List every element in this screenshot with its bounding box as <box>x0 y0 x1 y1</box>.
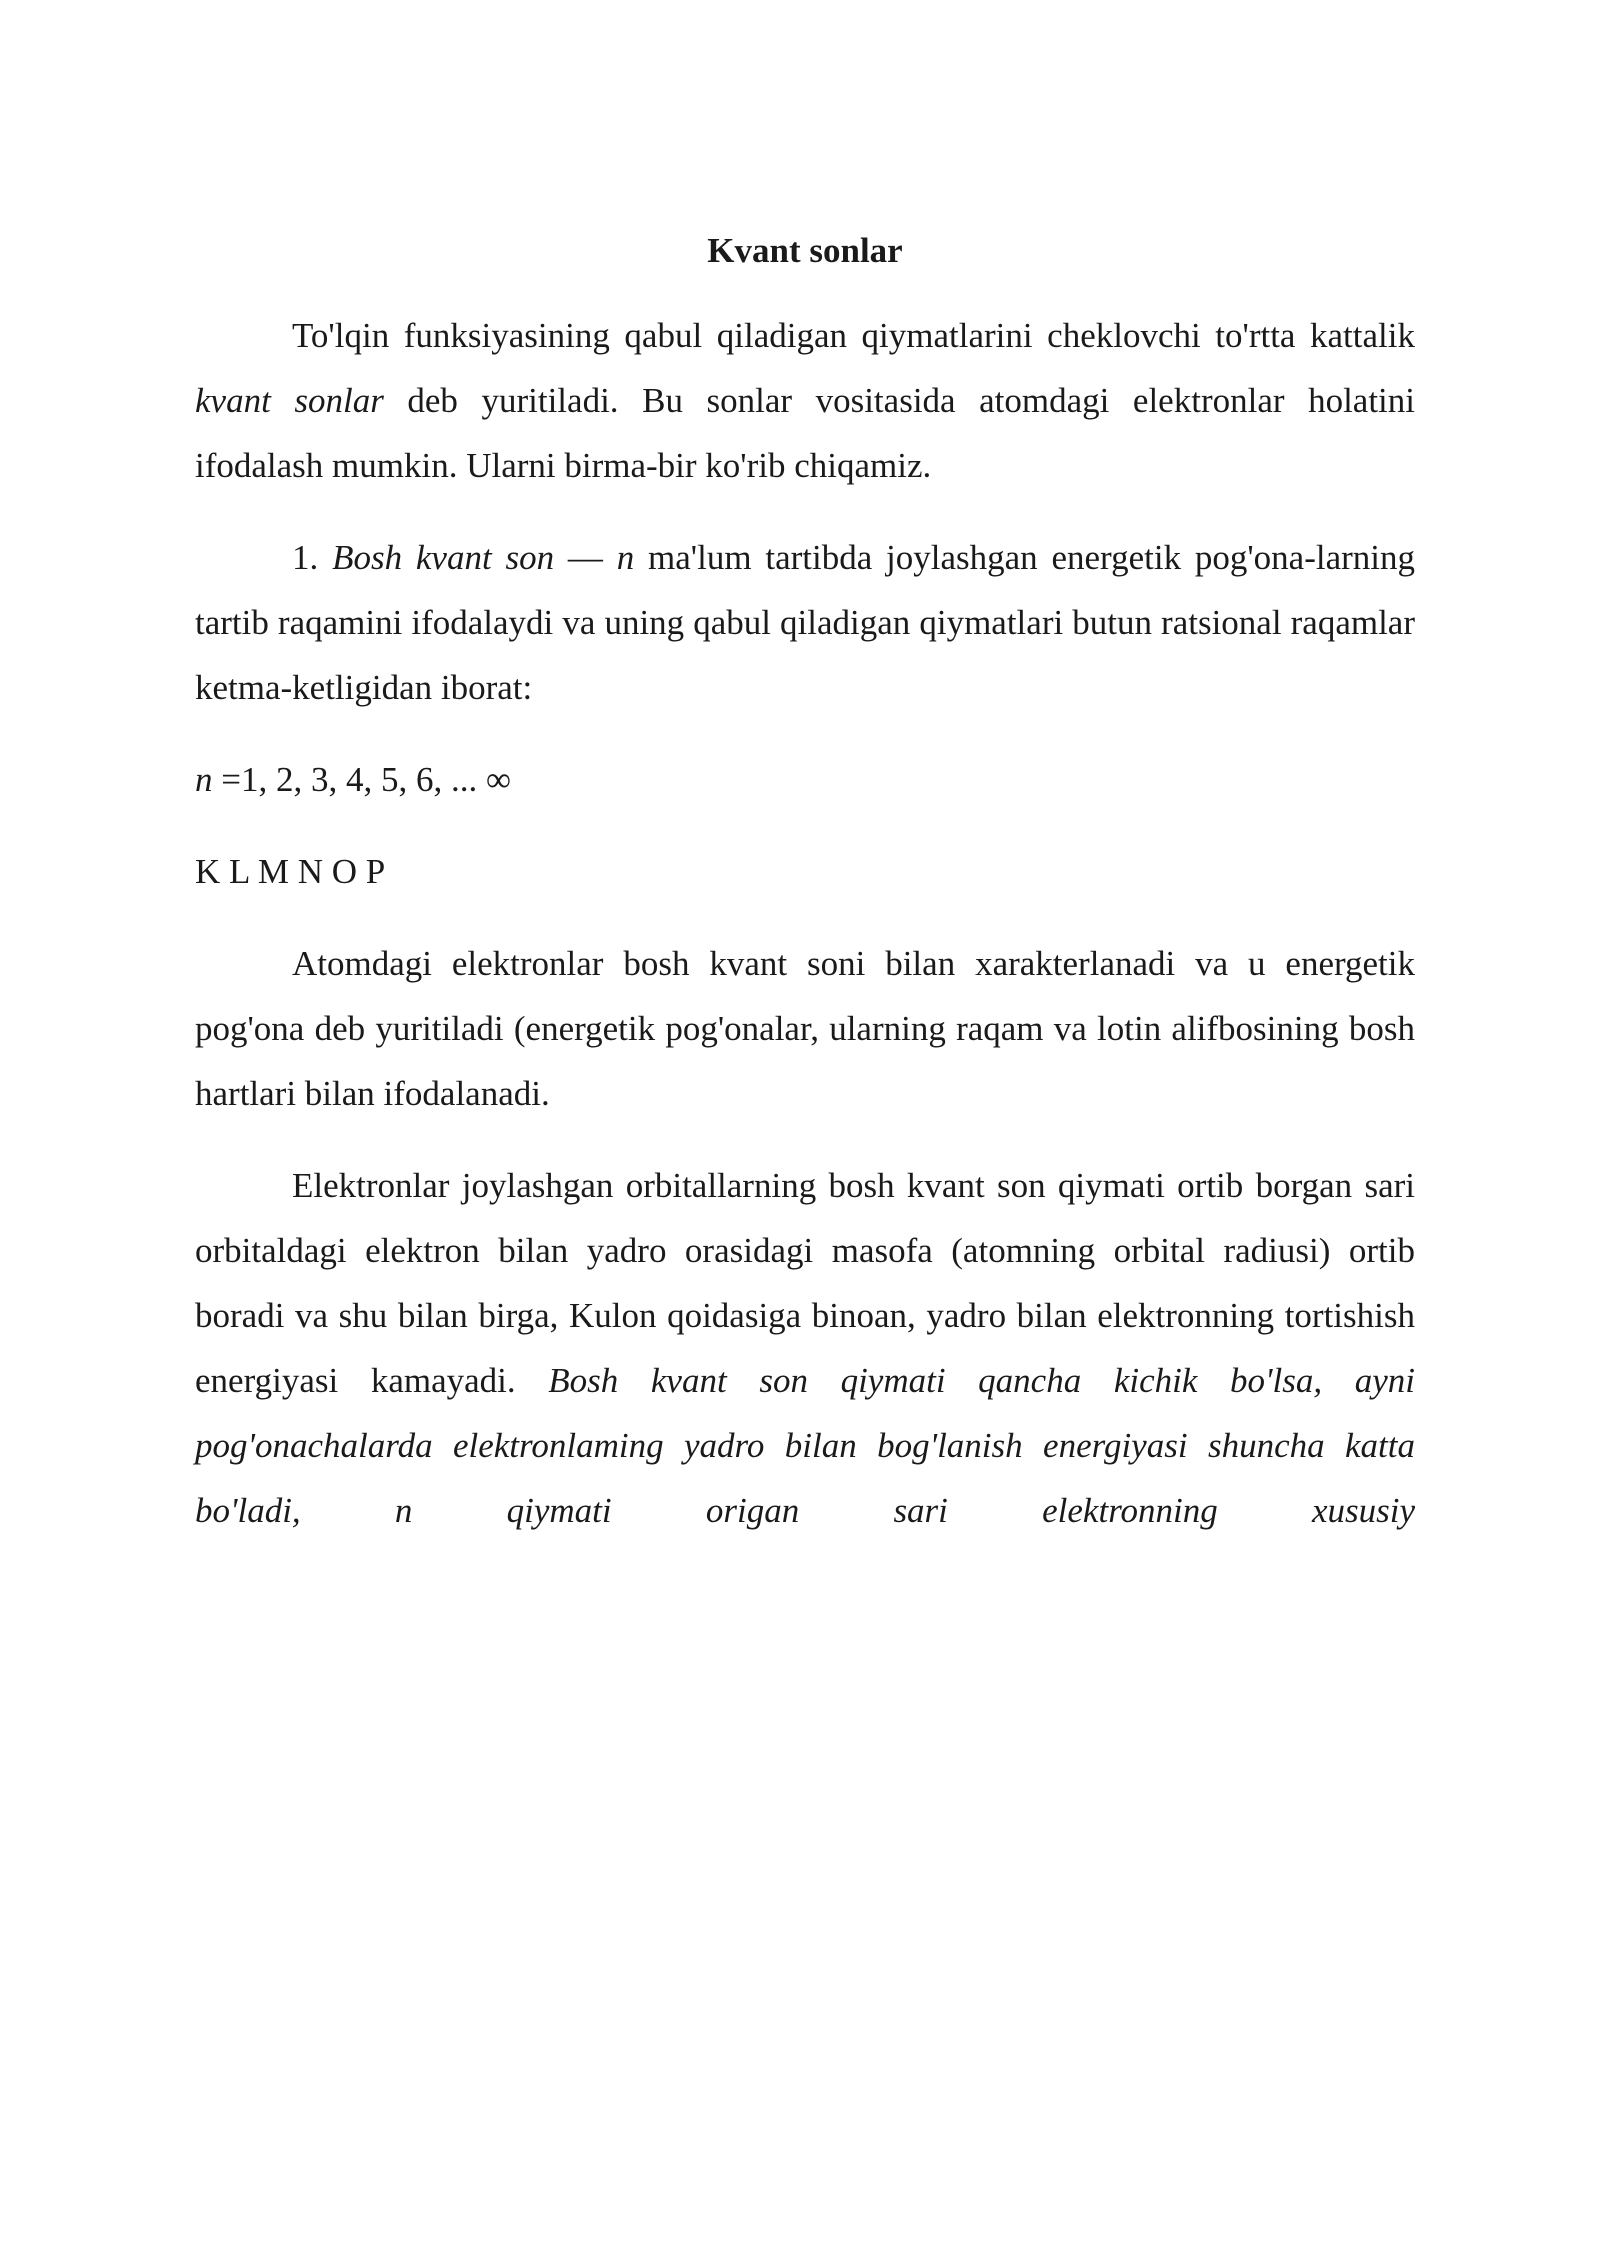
paragraph-bosh-dash: — <box>554 538 617 577</box>
paragraph-bosh-kvant-son <box>195 525 1415 720</box>
paragraph-orbitallar-italic: Bosh kvant son qiymati qancha kichik bo'lsa, ayni pog'onachalarda elektronlaming yadro bilan bog'lanish energiyasi shuncha katta bo'ladi, n qiymati origan sari elektronning xususiy <box>195 1361 1415 1530</box>
paragraph-bosh-symbol-n: n <box>616 538 635 577</box>
paragraph-intro-term-kvant-sonlar: kvant sonlar <box>195 381 384 420</box>
formula-symbol-n: n <box>195 760 213 799</box>
paragraph-energetik-pogona: Atomdagi elektronlar bosh kvant soni bilan xarakterlanadi va u energetik pog'ona deb yuritiladi (energetik pog'onalar, ularning raqam va lotin alifbosining bosh hartlari bilan ifodalanadi. <box>195 944 1415 1113</box>
paragraph-intro <box>195 303 1415 498</box>
formula-values: =1, 2, 3, 4, 5, 6, ... ∞ <box>212 760 511 799</box>
document-body <box>195 218 1415 1570</box>
paragraph-bosh-text: ma'lum tartibda joylashgan energetik pog'ona-larning tartib raqamini ifodalaydi va uning qabul qiladigan qiymatlari butun ratsional raqamlar ketma-ketligidan iborat: <box>195 538 1416 707</box>
document-title: Kvant sonlar <box>707 231 903 270</box>
paragraph-bosh-term: Bosh kvant son <box>332 538 555 577</box>
paragraph-intro-text-2: deb yuritiladi. Bu sonlar vositasida atomdagi elektronlar holatini ifodalash mumkin. Ularni birma-bir ko'rib chiqamiz. <box>195 381 1416 485</box>
paragraph-orbitallar <box>195 1153 1415 1543</box>
shell-letters: K L M N O P <box>195 852 386 891</box>
paragraph-orbitallar-text: Elektronlar joylashgan orbitallarning bosh kvant son qiymati ortib borgan sari orbitaldagi elektron bilan yadro orasidagi masofa (atomning orbital radiusi) ortib boradi va shu bilan birga, Kulon qoidasiga binoan, yadro bilan elektronning tortishish energiyasi kamayadi. <box>195 1166 1415 1400</box>
paragraph-bosh-number: 1. <box>292 538 333 577</box>
formula-n-values <box>195 747 1415 812</box>
paragraph-intro-text-1: To'lqin funksiyasining qabul qiladigan qiymatlarini cheklovchi to'rtta kattalik <box>292 316 1415 355</box>
